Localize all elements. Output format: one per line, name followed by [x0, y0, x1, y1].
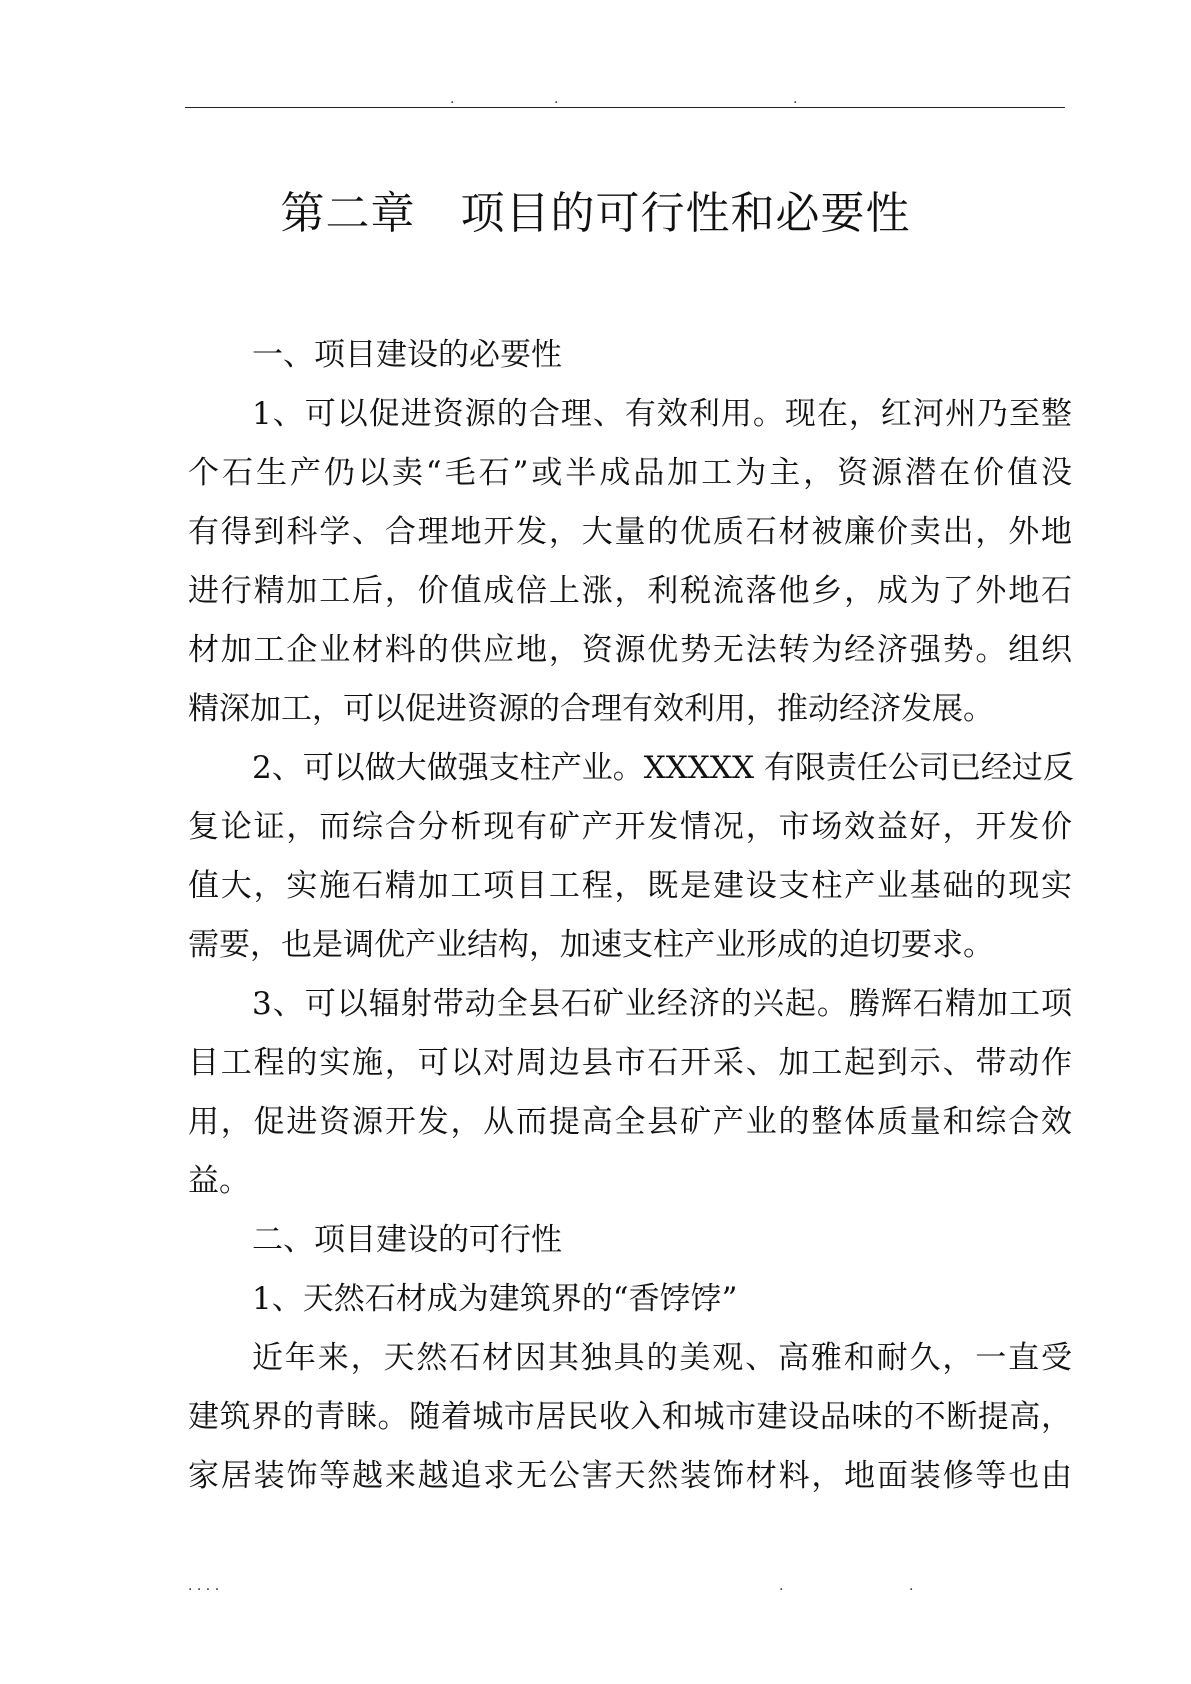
text-line: 3、可以辐射带动全县石矿业经济的兴起。腾辉石精加工项 — [252, 986, 1072, 1022]
text-line: 1、天然石材成为建筑界的“香饽饽” — [252, 1281, 738, 1317]
footer-dots-left: . . . . — [188, 1578, 220, 1594]
text-line: 近年来，天然石材因其独具的美观、高雅和耐久，一直受 — [252, 1340, 1072, 1376]
text-line: 复论证，而综合分析现有矿产开发情况，市场效益好，开发价 — [188, 809, 1072, 845]
header-dot: . — [554, 91, 559, 107]
page-title: 第二章 项目的可行性和必要性 — [280, 188, 911, 239]
header-dot: . — [450, 91, 455, 107]
text-line: 建筑界的青睐。随着城市居民收入和城市建设品味的不断提高， — [188, 1399, 1072, 1435]
header-dot: . — [793, 91, 798, 107]
text-line: 1、可以促进资源的合理、有效利用。现在，红河州乃至整 — [252, 396, 1072, 432]
header-rule — [185, 107, 1065, 108]
text-line: 精深加工，可以促进资源的合理有效利用，推动经济发展。 — [188, 691, 994, 727]
text-line: 有得到科学、合理地开发，大量的优质石材被廉价卖出，外地 — [188, 514, 1072, 550]
text-line: 目工程的实施，可以对周边县市石开采、加工起到示、带动作 — [188, 1045, 1072, 1081]
text-line: 个石生产仍以卖“毛石”或半成品加工为主，资源潜在价值没 — [188, 455, 1072, 491]
text-line: 一、项目建设的必要性 — [252, 337, 562, 373]
text-line: 进行精加工后，价值成倍上涨，利税流落他乡，成为了外地石 — [188, 573, 1072, 609]
text-line: 2、可以做大做强支柱产业。XXXXX 有限责任公司已经过反 — [252, 750, 1074, 786]
text-line: 益。 — [188, 1163, 250, 1199]
footer-dot: . — [779, 1578, 784, 1594]
text-line: 用，促进资源开发，从而提高全县矿产业的整体质量和综合效 — [188, 1104, 1072, 1140]
text-line: 需要，也是调优产业结构，加速支柱产业形成的迫切要求。 — [188, 927, 994, 963]
text-line: 二、项目建设的可行性 — [252, 1222, 562, 1258]
footer-dot: . — [909, 1578, 914, 1594]
text-line: 家居装饰等越来越追求无公害天然装饰材料，地面装修等也由 — [188, 1458, 1072, 1494]
text-line: 材加工企业材料的供应地，资源优势无法转为经济强势。组织 — [188, 632, 1072, 668]
text-line: 值大，实施石精加工项目工程，既是建设支柱产业基础的现实 — [188, 868, 1072, 904]
document-body — [188, 326, 1072, 1506]
